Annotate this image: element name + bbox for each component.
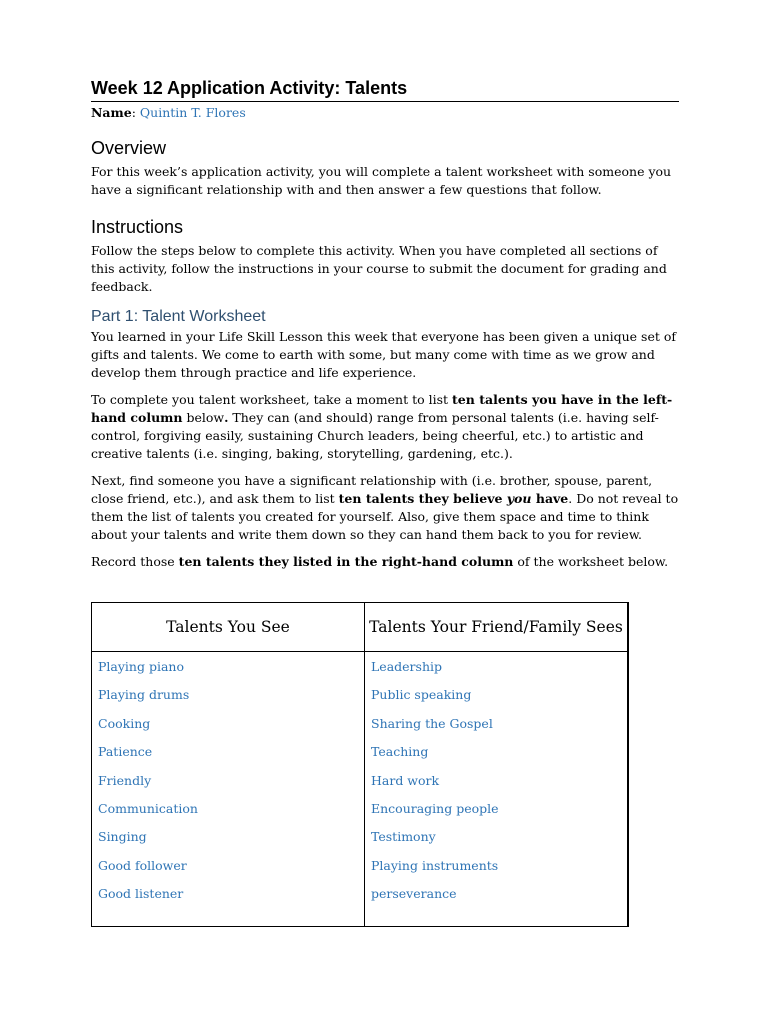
part1-paragraph-1: You learned in your Life Skill Lesson this week that everyone has been given a unique set of gifts and talents. We come to earth with some, but many come with time as we grow and develop them through practice and life experience. — [91, 329, 677, 380]
list-item: Leadership — [371, 659, 442, 674]
list-item: Teaching — [371, 744, 429, 760]
list-item: perseverance — [371, 886, 457, 902]
instructions-text: Follow the steps below to complete this activity. When you have completed all sections of this activity, follow the instructions in your course to submit the document for grading and feedback. — [91, 243, 667, 294]
talents-friend-sees-cell[interactable] — [365, 652, 629, 927]
list-item: Encouraging people — [371, 800, 499, 816]
part1-paragraph-3: Next, find someone you have a significant relationship with (i.e. brother, spouse, parent, close friend, etc.), and ask them to list ten talents they believe you have. Do not reveal to them the list of talents you created for yourself. Also, give them space and time to think about your talents and write them down so they can hand them back to you for review. — [91, 473, 679, 542]
list-item: Playing piano — [98, 659, 184, 674]
list-item: Playing drums — [98, 687, 190, 703]
list-item: Hard work — [371, 772, 440, 788]
page-title: Week 12 Application Activity: Talents — [91, 78, 679, 102]
part1-paragraph-2: To complete you talent worksheet, take a moment to list ten talents you have in the left-hand column below. They can (and should) range from personal talents (i.e. having self-control, forgiving easily, sustaining Church leaders, being cheerful, etc.) to artistic and creative talents (i.e. singing, baking, storytelling, gardening, etc.). — [91, 392, 673, 461]
list-item: Singing — [98, 829, 147, 845]
list-item: Sharing the Gospel — [371, 715, 493, 731]
overview-text: For this week’s application activity, you will complete a talent worksheet with someone you have a significant relationship with and then answer a few questions that follow. — [91, 164, 672, 197]
instructions-heading: Instructions — [91, 217, 184, 237]
list-item: Patience — [98, 744, 153, 760]
list-item: Public speaking — [371, 687, 472, 703]
list-item: Playing instruments — [371, 857, 499, 873]
list-item: Friendly — [98, 772, 152, 788]
col-header-talents-friend-sees: Talents Your Friend/Family Sees — [365, 603, 629, 652]
list-item: Good follower — [98, 857, 187, 873]
list-item: Testimony — [371, 829, 436, 845]
document-page — [91, 78, 679, 580]
part1-paragraph-4: Record those ten talents they listed in the right-hand column of the worksheet below. — [91, 554, 669, 569]
talent-worksheet-table — [91, 602, 629, 927]
overview-heading: Overview — [91, 138, 167, 158]
name-value: Quintin T. Flores — [139, 105, 246, 120]
list-item: Cooking — [98, 715, 151, 731]
part1-heading: Part 1: Talent Worksheet — [91, 308, 266, 325]
list-item: Communication — [98, 800, 198, 816]
name-label: Name — [91, 105, 132, 120]
col-header-talents-you-see: Talents You See — [92, 603, 365, 652]
list-item: Good listener — [98, 886, 184, 902]
name-line: Name: Quintin T. Flores — [91, 105, 246, 120]
talents-you-see-cell[interactable] — [92, 652, 365, 927]
